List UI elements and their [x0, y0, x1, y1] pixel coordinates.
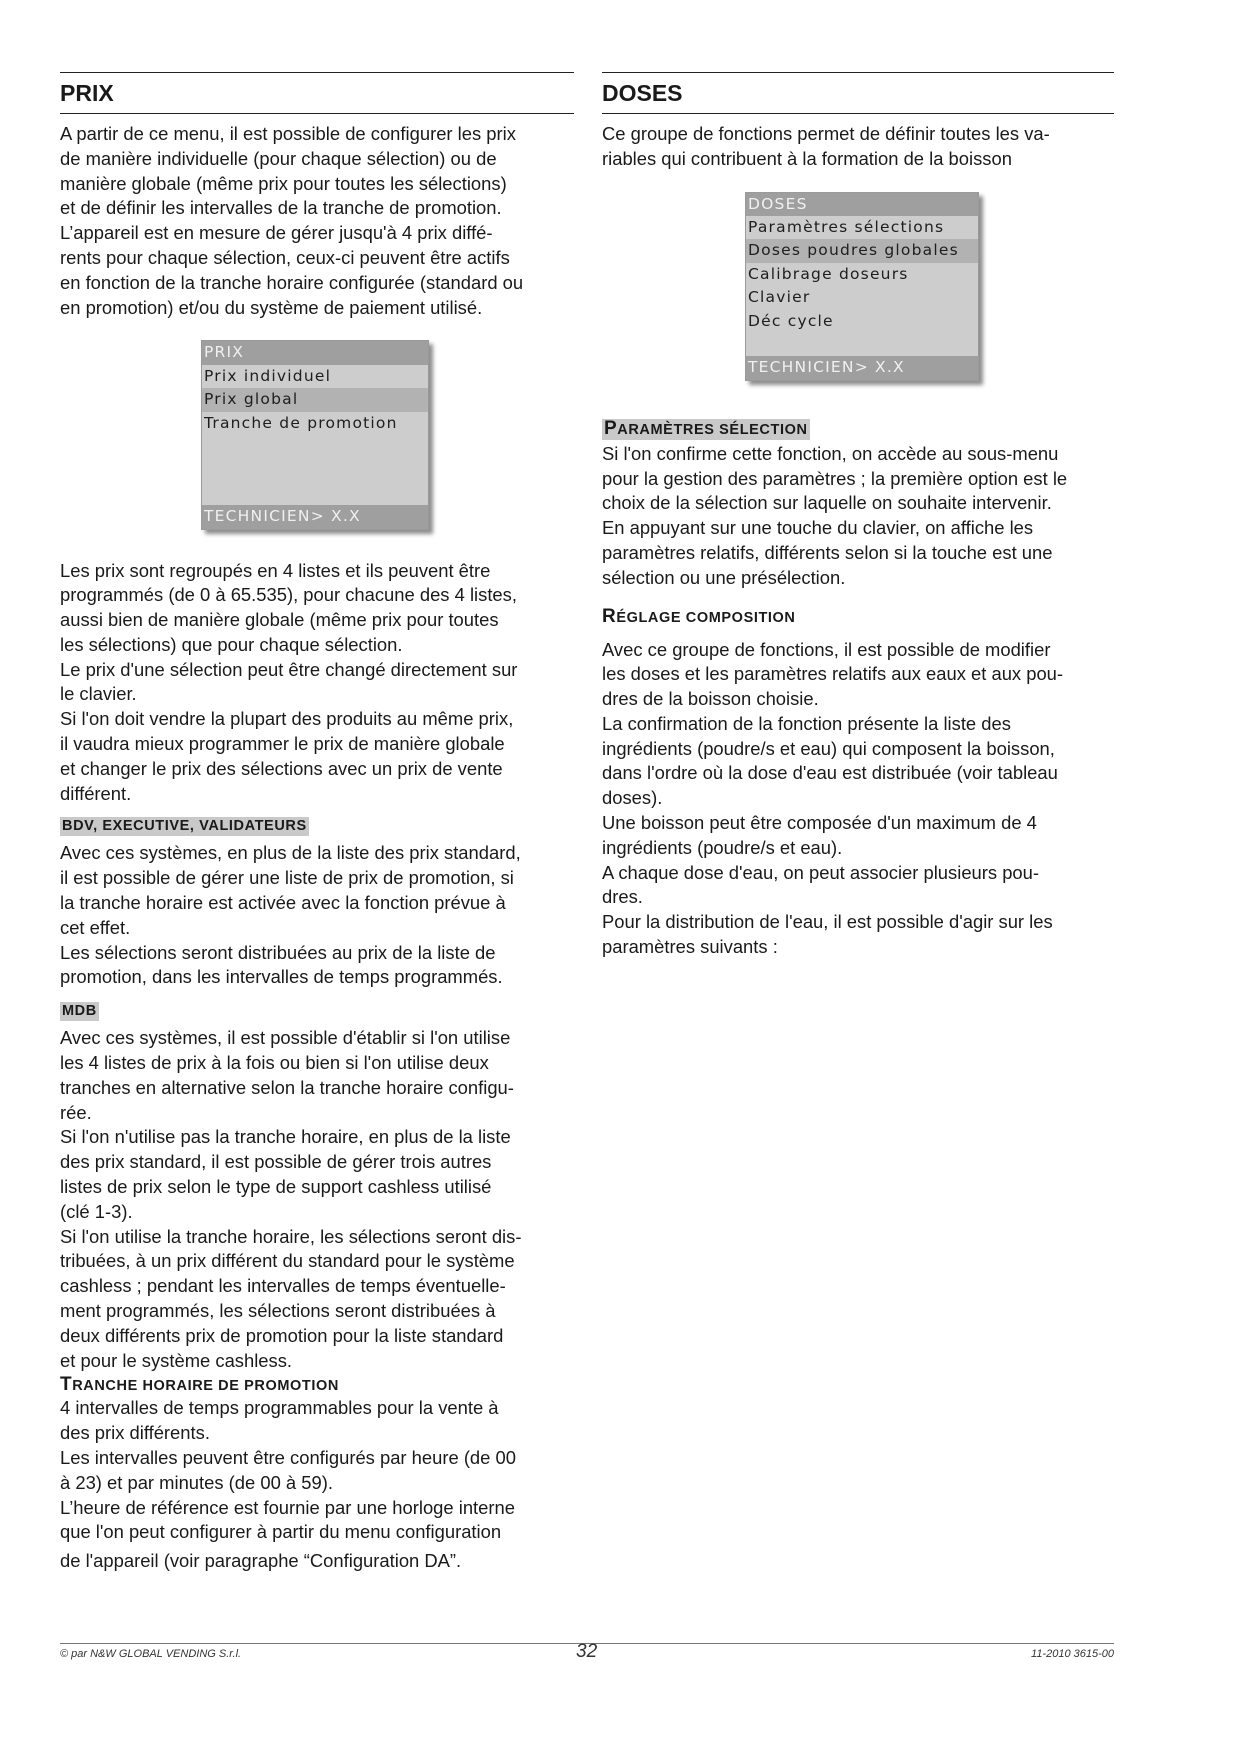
text-line: choix de la sélection sur laquelle on souhaite intervenir.	[602, 492, 1052, 514]
text-line: Ce groupe de fonctions permet de définir toutes les va-	[602, 123, 1050, 144]
text-line: et changer le prix des sélections avec un prix de vente	[60, 757, 503, 779]
text-line: promotion, dans les intervalles de temps programmés.	[60, 966, 503, 988]
text-line: le clavier.	[60, 683, 137, 705]
text-line: des prix différents.	[60, 1422, 210, 1444]
footer-copyright: © par N&W GLOBAL VENDING S.r.l.	[60, 1648, 242, 1660]
text-line: 4 intervalles de temps programmables pour la vente à	[60, 1397, 499, 1419]
menu-item-calibrage-doseurs: Calibrage doseurs	[748, 264, 909, 283]
text-line: Pour la distribution de l'eau, il est possible d'agir sur les	[602, 911, 1053, 933]
text-line: Si l'on confirme cette fonction, on accède au sous-menu	[602, 442, 1059, 464]
param-text	[602, 442, 1114, 591]
text-line: Si l'on n'utilise pas la tranche horaire, en plus de la liste	[60, 1126, 511, 1148]
text-line: dres.	[602, 886, 643, 908]
doses-menu-screen	[745, 192, 979, 381]
text-line: Les prix sont regroupés en 4 listes et ils peuvent être	[60, 559, 491, 581]
text-line: les sélections) que pour chaque sélection.	[60, 633, 403, 655]
subheading-rest: ÉGLAGE COMPOSITION	[616, 609, 796, 626]
menu-header: PRIX	[202, 341, 428, 364]
subheading-parametres-selection	[602, 419, 810, 440]
subheading-rest: RANCHE HORAIRE DE PROMOTION	[72, 1378, 339, 1395]
subheading-mdb: MDB	[62, 1003, 97, 1020]
text-line: il vaudra mieux programmer le prix de manière globale	[60, 733, 505, 755]
menu-item-clavier: Clavier	[748, 288, 811, 307]
prix-after-menu	[60, 559, 574, 807]
left-column	[60, 72, 574, 1574]
text-line: A partir de ce menu, il est possible de configurer les prix	[60, 123, 516, 144]
text-line: listes de prix selon le type de support cashless utilisé	[60, 1176, 492, 1198]
text-line: dans l'ordre où la dose d'eau est distribuée (voir tableau	[602, 762, 1058, 784]
menu-item-parametres-selections: Paramètres sélections	[748, 217, 945, 236]
section-title-doses: DOSES	[602, 72, 1114, 114]
text-line: manière globale (même prix pour toutes les sélections)	[60, 172, 507, 194]
menu-item-empty	[202, 458, 428, 481]
text-line: deux différents prix de promotion pour la liste standard	[60, 1324, 504, 1346]
text-line: de manière individuelle (pour chaque sélection) ou de	[60, 147, 497, 169]
text-line: Si l'on doit vendre la plupart des produits au même prix,	[60, 708, 514, 730]
bdv-text	[60, 841, 574, 990]
text-line: à 23) et par minutes (de 00 à 59).	[60, 1471, 333, 1493]
prix-intro	[60, 122, 574, 320]
menu-item-empty	[202, 435, 428, 458]
text-line: paramètres suivants :	[602, 936, 778, 958]
text-line: aussi bien de manière globale (même prix pour toutes	[60, 609, 499, 631]
text-line: dres de la boisson choisie.	[602, 688, 819, 710]
text-line: la tranche horaire est activée avec la fonction prévue à	[60, 892, 506, 914]
right-column	[602, 72, 1114, 960]
reglage-text	[602, 638, 1114, 960]
menu-header: DOSES	[746, 193, 978, 216]
text-line: L’appareil est en mesure de gérer jusqu'à 4 prix diffé-	[60, 222, 493, 244]
mdb-text	[60, 1026, 574, 1373]
text-line: sélection ou une présélection.	[602, 566, 846, 588]
text-line: tribuées, à un prix différent du standard pour le système	[60, 1250, 515, 1272]
subheading-initial: T	[60, 1374, 73, 1396]
section-title-prix: PRIX	[60, 72, 574, 114]
text-line: Avec ce groupe de fonctions, il est possible de modifier	[602, 638, 1051, 660]
subheading-reglage-composition	[602, 607, 796, 628]
text-line: (clé 1-3).	[60, 1200, 133, 1222]
footer-doc-ref: 11-2010 3615-00	[1031, 1648, 1114, 1660]
doses-intro	[602, 122, 1114, 172]
text-line: il est possible de gérer une liste de prix de promotion, si	[60, 867, 514, 889]
text-line: que l'on peut configurer à partir du menu configuration	[60, 1521, 502, 1543]
text-line: Avec ces systèmes, il est possible d'établir si l'on utilise	[60, 1027, 511, 1049]
subheading-rest: ARAMÈTRES SÉLECTION	[617, 421, 808, 438]
text-line: Si l'on utilise la tranche horaire, les sélections seront dis-	[60, 1225, 522, 1247]
text-line: Avec ces systèmes, en plus de la liste des prix standard,	[60, 842, 521, 864]
menu-item-empty	[746, 333, 978, 356]
text-line: paramètres relatifs, différents selon si la touche est une	[602, 541, 1053, 563]
text-line: de l'appareil (voir paragraphe “Configuration DA”.	[60, 1550, 462, 1572]
text-line: rée.	[60, 1101, 92, 1123]
text-line: les doses et les paramètres relatifs aux eaux et aux pou-	[602, 663, 1064, 685]
text-line: et de définir les intervalles de la tranche de promotion.	[60, 197, 502, 219]
text-line: Les intervalles peuvent être configurés par heure (de 00	[60, 1447, 516, 1468]
text-line: ment programmés, les sélections seront distribuées à	[60, 1300, 496, 1322]
text-line: en promotion) et/ou du système de paiement utilisé.	[60, 296, 483, 318]
text-line: ingrédients (poudre/s et eau) qui composent la boisson,	[602, 737, 1055, 759]
subheading-initial: P	[604, 417, 618, 439]
text-line: doses).	[602, 787, 663, 809]
menu-item-doses-poudres-globales: Doses poudres globales	[746, 239, 978, 262]
text-line: programmés (de 0 à 65.535), pour chacune des 4 listes,	[60, 584, 517, 606]
menu-footer: TECHNICIEN> X.X	[202, 505, 428, 528]
text-line: différent.	[60, 782, 132, 804]
text-line: en fonction de la tranche horaire configurée (standard ou	[60, 271, 524, 293]
subheading-initial: R	[602, 605, 617, 627]
text-line: La confirmation de la fonction présente la liste des	[602, 712, 1011, 734]
menu-item-prix-global: Prix global	[202, 388, 428, 411]
subheading-bdv: BDV, EXECUTIVE, VALIDATEURS	[62, 818, 307, 835]
text-line: et pour le système cashless.	[60, 1349, 293, 1371]
prix-menu-screen	[201, 340, 429, 529]
tranche-text	[60, 1396, 574, 1574]
text-line: L’heure de référence est fournie par une horloge interne	[60, 1496, 515, 1518]
menu-item-tranche-promotion: Tranche de promotion	[204, 413, 398, 432]
page-number: 32	[576, 1641, 598, 1662]
text-line: rents pour chaque sélection, ceux-ci peuvent être actifs	[60, 246, 510, 268]
text-line: Les sélections seront distribuées au prix de la liste de	[60, 941, 496, 963]
text-line: ingrédients (poudre/s et eau).	[602, 836, 843, 858]
menu-item-prix-individuel: Prix individuel	[204, 366, 332, 385]
menu-item-empty	[202, 482, 428, 505]
text-line: A chaque dose d'eau, on peut associer plusieurs pou-	[602, 861, 1040, 883]
text-line: tranches en alternative selon la tranche horaire configu-	[60, 1076, 514, 1098]
text-line: des prix standard, il est possible de gérer trois autres	[60, 1151, 492, 1173]
text-line: pour la gestion des paramètres ; la première option est le	[602, 467, 1068, 489]
text-line: cet effet.	[60, 916, 131, 938]
menu-item-dec-cycle: Déc cycle	[748, 311, 834, 330]
text-line: cashless ; pendant les intervalles de temps éventuelle-	[60, 1275, 506, 1297]
subheading-tranche	[60, 1375, 339, 1396]
text-line: Une boisson peut être composée d'un maximum de 4	[602, 812, 1037, 834]
text-line: les 4 listes de prix à la fois ou bien si l'on utilise deux	[60, 1052, 489, 1074]
text-line: En appuyant sur une touche du clavier, on affiche les	[602, 517, 1034, 539]
text-line: Le prix d'une sélection peut être changé directement sur	[60, 658, 518, 680]
menu-footer: TECHNICIEN> X.X	[746, 356, 978, 379]
text-line: riables qui contribuent à la formation de la boisson	[602, 147, 1012, 169]
